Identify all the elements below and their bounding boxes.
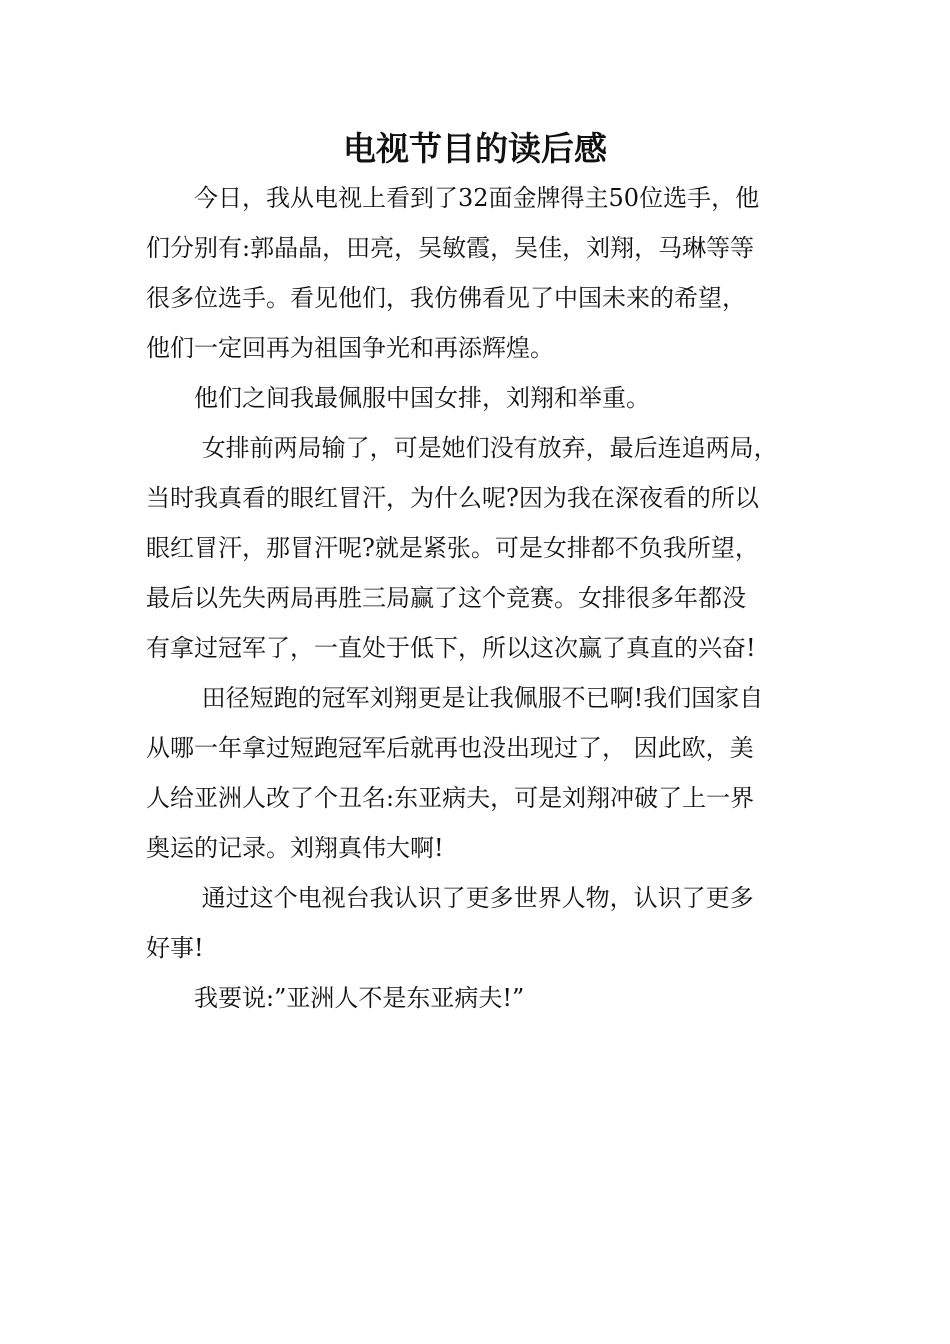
body-line: 他们一定回再为祖国争光和再添辉煌。 <box>146 334 554 362</box>
body-line: 奥运的记录。刘翔真伟大啊! <box>146 834 444 862</box>
body-line: 最后以先失两局再胜三局赢了这个竞赛。女排很多年都没 <box>146 584 746 612</box>
body-line: 他们之间我最佩服中国女排，刘翔和举重。 <box>146 384 650 412</box>
body-line: 女排前两局输了，可是她们没有放弃，最后连追两局， <box>146 434 778 462</box>
body-line: 好事! <box>146 934 204 962</box>
document-title: 电视节目的读后感 <box>343 129 607 168</box>
body-line: 从哪一年拿过短跑冠军后就再也没出现过了， 因此欧，美 <box>146 734 754 762</box>
body-line: 很多位选手。看见他们，我仿佛看见了中国未来的希望， <box>146 284 746 312</box>
body-line: 今日，我从电视上看到了32面金牌得主50位选手，他 <box>146 184 760 212</box>
body-line: 眼红冒汗，那冒汗呢?就是紧张。可是女排都不负我所望， <box>146 534 759 562</box>
body-line: 们分别有:郭晶晶，田亮，吴敏霞，吴佳，刘翔，马琳等等 <box>146 234 755 262</box>
body-line: 我要说:”亚洲人不是东亚病夫!” <box>146 984 525 1012</box>
body-line: 通过这个电视台我认识了更多世界人物，认识了更多 <box>146 884 754 912</box>
body-line: 田径短跑的冠军刘翔更是让我佩服不已啊!我们国家自 <box>146 684 764 712</box>
body-line: 人给亚洲人改了个丑名:东亚病夫，可是刘翔冲破了上一界 <box>146 784 755 812</box>
body-line: 有拿过冠军了，一直处于低下，所以这次赢了真直的兴奋! <box>146 634 756 662</box>
body-line: 当时我真看的眼红冒汗，为什么呢?因为我在深夜看的所以 <box>146 484 759 512</box>
